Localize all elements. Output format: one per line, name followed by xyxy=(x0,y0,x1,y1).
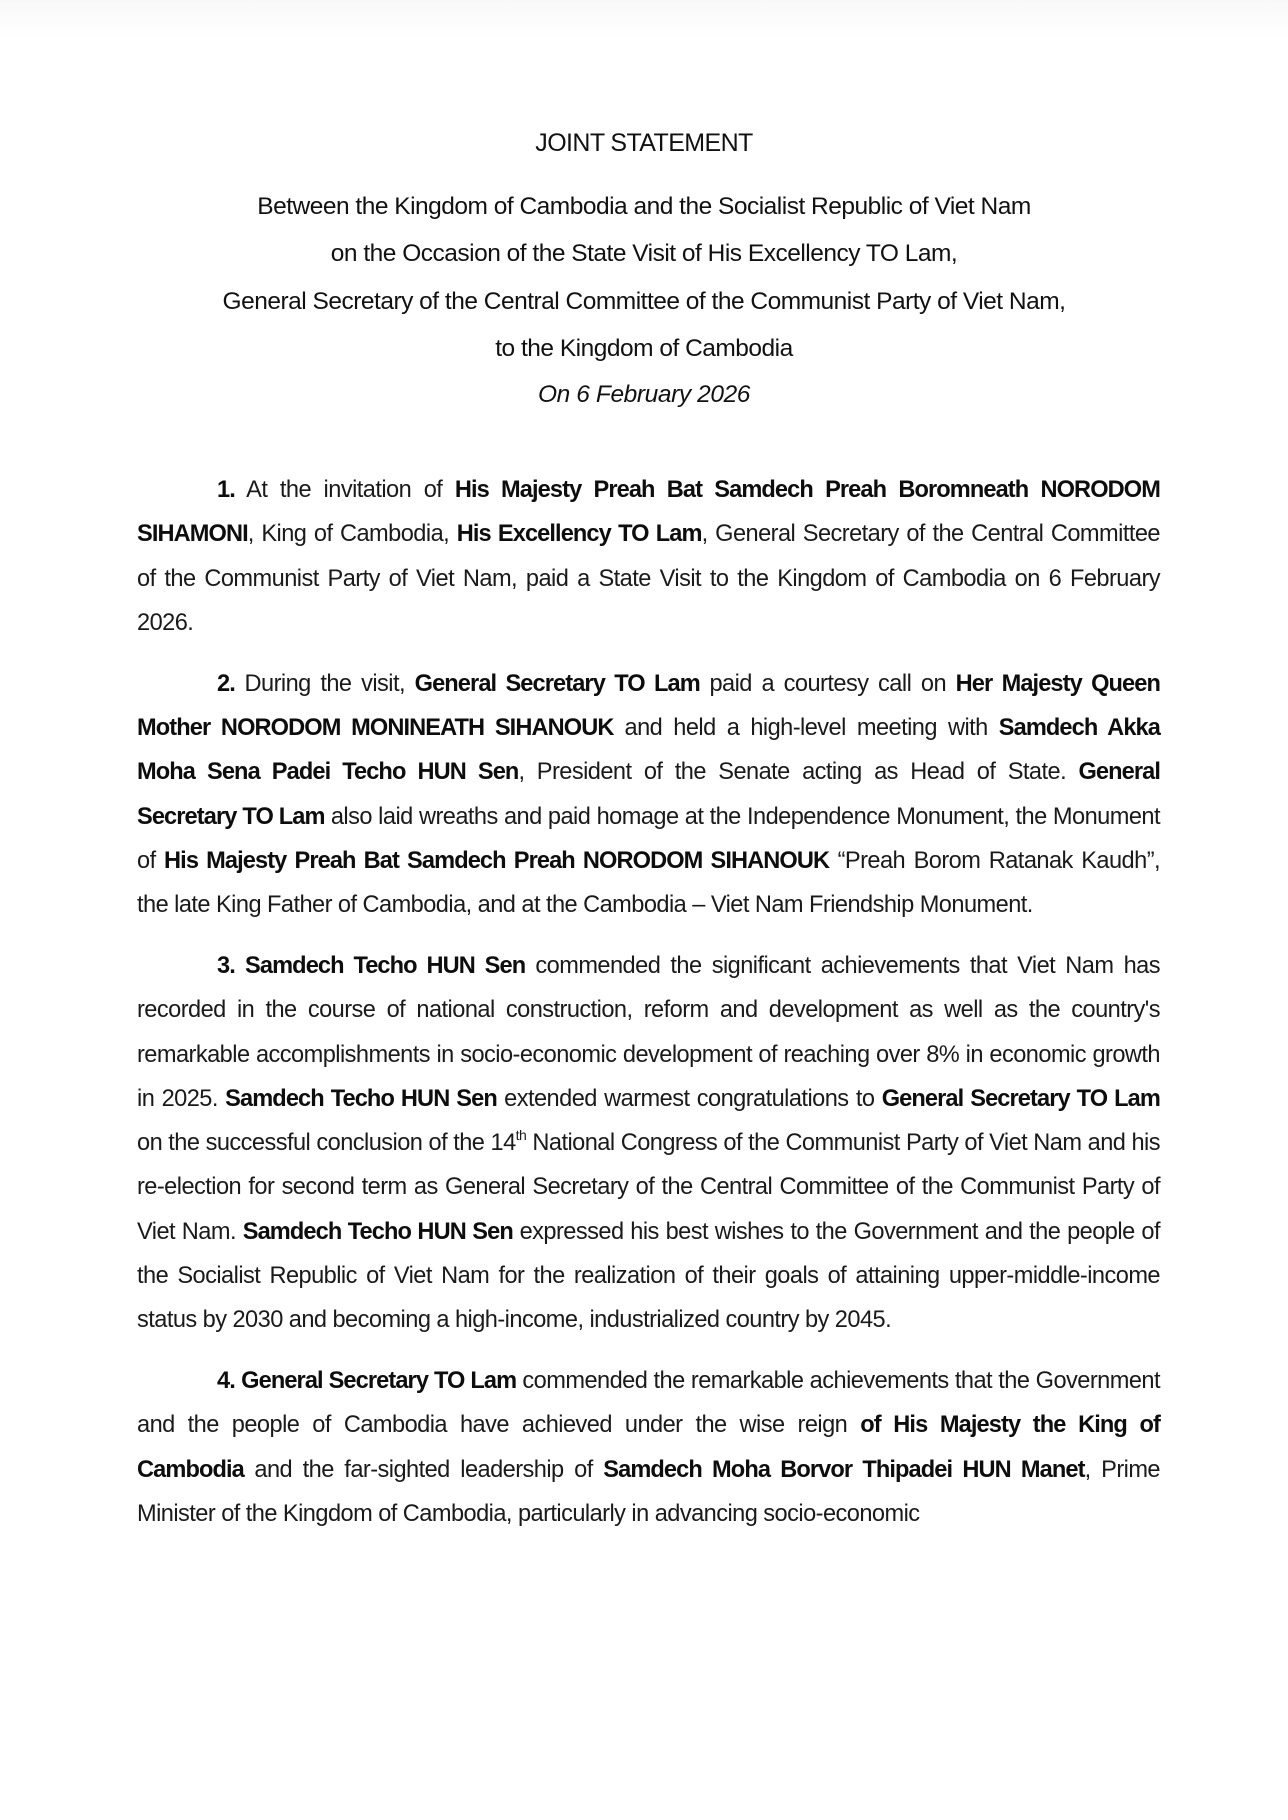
bold-name: General Secretary TO Lam xyxy=(137,759,1161,830)
paragraph-text: , President of the Senate acting as Head of State. xyxy=(518,759,1079,786)
paragraph-text: paid a courtesy call on xyxy=(699,670,956,697)
paragraph-text: commended the remarkable achievements that the Government and the people of Cambodia have achieved under the wise reign xyxy=(137,1368,1160,1439)
paragraph-text: , General Secretary of the Central Committee of the Communist Party of Viet Nam, paid a State Visit to the Kingdom of Cambodia on 6 February 2026. xyxy=(137,521,1160,636)
heading-line: on the Occasion of the State Visit of His Excellency TO Lam, xyxy=(330,240,958,268)
paragraph-2 xyxy=(137,662,1160,928)
document-heading xyxy=(0,183,1288,372)
bold-name: Samdech Techo HUN Sen xyxy=(242,1218,513,1245)
paragraph-number: 3. xyxy=(217,952,235,979)
paragraph-1 xyxy=(137,468,1160,645)
paragraph-number: 4. xyxy=(217,1368,235,1395)
paragraph-text: commended the significant achievements that Viet Nam has recorded in the course of national construction, reform and development as well as the country's remarkable accomplishments in socio-economic development of reaching over 8% in economic growth in 2025. xyxy=(137,952,1160,1112)
paragraph-text: extended warmest congratulations to xyxy=(496,1085,882,1112)
paragraph-3 xyxy=(137,944,1160,1343)
document-title: JOINT STATEMENT xyxy=(535,129,753,157)
document-body xyxy=(137,468,1160,1553)
paragraph-text: , King of Cambodia, xyxy=(247,521,457,548)
superscript: th xyxy=(515,1127,527,1144)
bold-name: Samdech Akka Moha Sena Padei Techo HUN Sen xyxy=(137,714,1160,786)
bold-name: of His Majesty the King of Cambodia xyxy=(137,1412,1160,1483)
bold-name: General Secretary TO Lam xyxy=(414,670,700,697)
bold-name: Samdech Moha Borvor Thipadei HUN Manet xyxy=(603,1456,1085,1483)
paragraph-4 xyxy=(137,1359,1160,1536)
bold-name: General Secretary TO Lam xyxy=(241,1368,517,1395)
bold-name: His Majesty Preah Bat Samdech Preah Boromneath NORODOM SIHAMONI xyxy=(137,477,1160,548)
paragraph-text xyxy=(235,953,245,979)
paragraph-text: and held a high-level meeting with xyxy=(613,714,999,741)
bold-name: His Majesty Preah Bat Samdech Preah NORODOM SIHANOUK xyxy=(164,847,830,874)
paragraph-text: , Prime Minister of the Kingdom of Cambodia, particularly in advancing socio-economic xyxy=(137,1456,1161,1528)
paragraph-text: on the successful conclusion of the 14 xyxy=(137,1130,516,1157)
paragraph-text: and the far-sighted leadership of xyxy=(243,1456,604,1483)
paragraph-text: expressed his best wishes to the Government and the people of the Socialist Republic of Viet Nam for the realization of their goals of attaining upper-middle-income status by 2030 and becoming a high-income, industrialized country by 2045. xyxy=(137,1218,1160,1334)
heading-line: to the Kingdom of Cambodia xyxy=(495,334,793,362)
bold-name: Samdech Techo HUN Sen xyxy=(225,1085,497,1112)
heading-line: Between the Kingdom of Cambodia and the Socialist Republic of Viet Nam xyxy=(257,193,1031,220)
paragraph-text: National Congress of the Communist Party of Viet Nam and his re-election for second term as General Secretary of the Central Committee of the Communist Party of Viet Nam. xyxy=(137,1130,1160,1245)
paragraph-number: 1. xyxy=(217,477,235,503)
bold-name: Samdech Techo HUN Sen xyxy=(245,952,526,979)
paragraph-text: also laid wreaths and paid homage at the Independence Monument, the Monument of xyxy=(137,803,1160,874)
bold-name: Her Majesty Queen Mother NORODOM MONINEATH SIHANOUK xyxy=(137,670,1161,741)
bold-name: His Excellency TO Lam xyxy=(456,521,702,548)
paragraph-text: At the invitation of xyxy=(234,477,455,503)
document-date: On 6 February 2026 xyxy=(537,381,751,408)
paragraph-number: 2. xyxy=(217,670,235,697)
paragraph-text: During the visit, xyxy=(234,670,415,697)
heading-line: General Secretary of the Central Committee of the Communist Party of Viet Nam, xyxy=(222,287,1066,315)
paragraph-text: “Preah Borom Ratanak Kaudh”, the late King Father of Cambodia, and at the Cambodia – Viet Nam Friendship Monument. xyxy=(137,847,1161,919)
bold-name: General Secretary TO Lam xyxy=(881,1085,1160,1112)
